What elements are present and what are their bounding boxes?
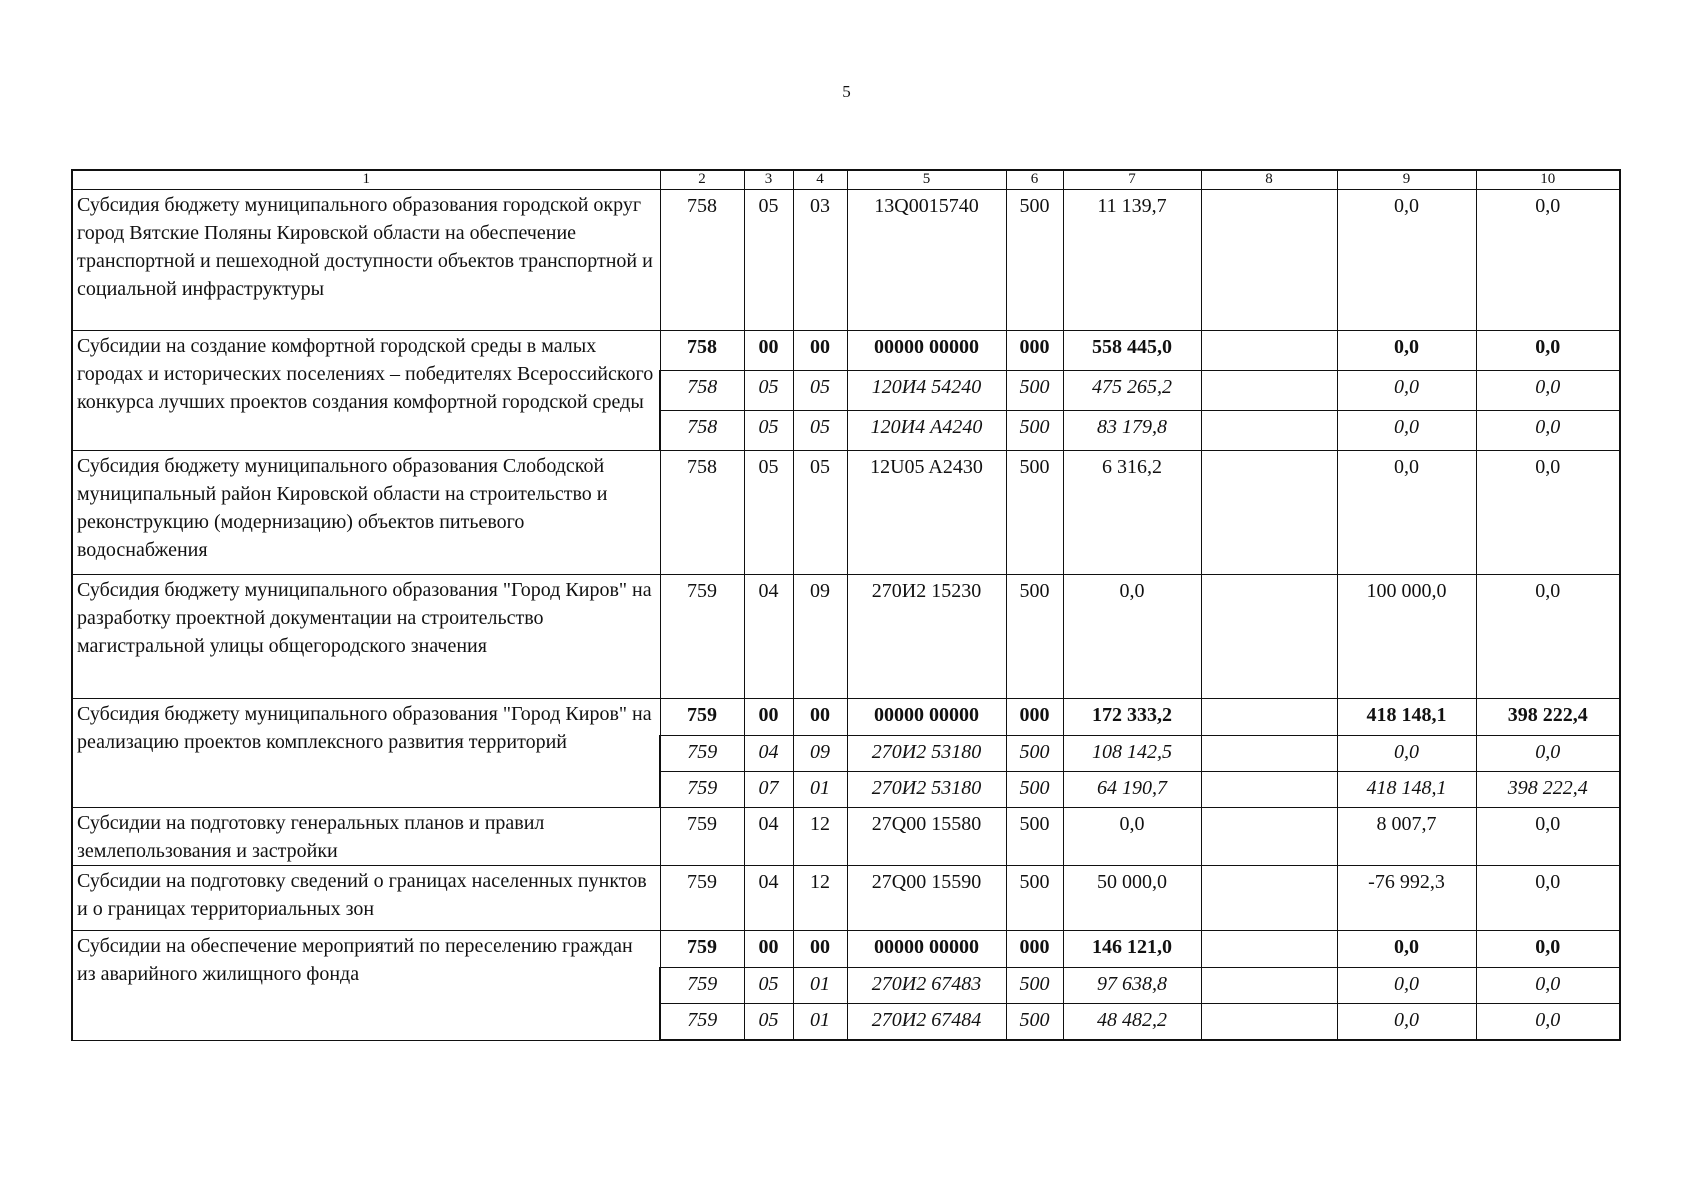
header-cell: 5 [847, 170, 1006, 190]
amount-col10-cell: 0,0 [1476, 411, 1620, 451]
code-ministry-cell: 758 [660, 451, 744, 575]
code-subsection-cell: 00 [793, 331, 847, 371]
amount-col9-cell: 0,0 [1337, 968, 1476, 1004]
header-row [72, 170, 1620, 190]
code-ministry-cell: 759 [660, 699, 744, 736]
table-row [72, 575, 1620, 699]
amount-col10-cell: 0,0 [1476, 866, 1620, 931]
expense-type-cell: 500 [1006, 772, 1063, 808]
code-subsection-cell: 01 [793, 968, 847, 1004]
code-ministry-cell: 759 [660, 575, 744, 699]
expense-name-cell: Субсидия бюджету муниципального образования городской округ город Вятские Поляны Кировской области на обеспечение транспортной и пешеходной доступности объектов транспортной и социальной инфраструктуры [72, 190, 660, 331]
amount-col9-cell: 0,0 [1337, 190, 1476, 331]
code-subsection-cell: 09 [793, 736, 847, 772]
amount-col7-cell: 108 142,5 [1063, 736, 1201, 772]
code-section-cell: 00 [744, 699, 793, 736]
amount-col7-cell: 172 333,2 [1063, 699, 1201, 736]
expense-type-cell: 500 [1006, 1004, 1063, 1041]
code-section-cell: 00 [744, 331, 793, 371]
code-subsection-cell: 01 [793, 1004, 847, 1041]
expense-type-cell: 500 [1006, 968, 1063, 1004]
amount-col7-cell: 97 638,8 [1063, 968, 1201, 1004]
amount-col7-cell: 475 265,2 [1063, 371, 1201, 411]
amount-col7-cell: 146 121,0 [1063, 931, 1201, 968]
amount-col10-cell: 0,0 [1476, 1004, 1620, 1041]
page-number: 5 [842, 82, 851, 101]
code-ministry-cell: 759 [660, 1004, 744, 1041]
amount-col8-cell [1201, 866, 1337, 931]
header-cell: 4 [793, 170, 847, 190]
amount-col9-cell: 100 000,0 [1337, 575, 1476, 699]
code-section-cell: 05 [744, 411, 793, 451]
header-cell: 6 [1006, 170, 1063, 190]
code-section-cell: 04 [744, 575, 793, 699]
expense-type-cell: 500 [1006, 190, 1063, 331]
expense-name-cell: Субсидии на подготовку сведений о границах населенных пунктов и о границах территориальных зон [72, 866, 660, 931]
amount-col9-cell: 0,0 [1337, 931, 1476, 968]
code-ministry-cell: 758 [660, 190, 744, 331]
code-section-cell: 07 [744, 772, 793, 808]
amount-col10-cell: 0,0 [1476, 371, 1620, 411]
expense-type-cell: 500 [1006, 736, 1063, 772]
code-section-cell: 04 [744, 866, 793, 931]
amount-col8-cell [1201, 808, 1337, 866]
target-article-cell: 13Q0015740 [847, 190, 1006, 331]
amount-col8-cell [1201, 931, 1337, 968]
amount-col9-cell: 418 148,1 [1337, 699, 1476, 736]
header-cell: 3 [744, 170, 793, 190]
code-subsection-cell: 09 [793, 575, 847, 699]
code-subsection-cell: 05 [793, 371, 847, 411]
amount-col10-cell: 0,0 [1476, 575, 1620, 699]
amount-col7-cell: 0,0 [1063, 575, 1201, 699]
header-cell: 8 [1201, 170, 1337, 190]
table-row [72, 451, 1620, 575]
amount-col9-cell: 0,0 [1337, 371, 1476, 411]
amount-col9-cell: 418 148,1 [1337, 772, 1476, 808]
target-article-cell: 27Q00 15580 [847, 808, 1006, 866]
table-row [72, 808, 1620, 866]
header-cell: 9 [1337, 170, 1476, 190]
code-section-cell: 05 [744, 1004, 793, 1041]
expense-type-cell: 500 [1006, 371, 1063, 411]
amount-col10-cell: 398 222,4 [1476, 772, 1620, 808]
amount-col10-cell: 0,0 [1476, 331, 1620, 371]
amount-col10-cell: 0,0 [1476, 190, 1620, 331]
amount-col7-cell: 64 190,7 [1063, 772, 1201, 808]
amount-col8-cell [1201, 451, 1337, 575]
amount-col8-cell [1201, 190, 1337, 331]
amount-col7-cell: 50 000,0 [1063, 866, 1201, 931]
header-cell: 2 [660, 170, 744, 190]
amount-col9-cell: 0,0 [1337, 451, 1476, 575]
code-subsection-cell: 12 [793, 866, 847, 931]
target-article-cell: 120И4 А4240 [847, 411, 1006, 451]
code-section-cell: 04 [744, 736, 793, 772]
amount-col8-cell [1201, 411, 1337, 451]
code-ministry-cell: 759 [660, 808, 744, 866]
amount-col9-cell: 8 007,7 [1337, 808, 1476, 866]
amount-col10-cell: 398 222,4 [1476, 699, 1620, 736]
amount-col9-cell: 0,0 [1337, 331, 1476, 371]
target-article-cell: 270И2 67483 [847, 968, 1006, 1004]
amount-col8-cell [1201, 736, 1337, 772]
amount-col8-cell [1201, 699, 1337, 736]
expense-name-cell: Субсидия бюджету муниципального образования "Город Киров" на разработку проектной документации на строительство магистральной улицы общегородского значения [72, 575, 660, 699]
target-article-cell: 270И2 53180 [847, 772, 1006, 808]
code-section-cell: 05 [744, 190, 793, 331]
expense-type-cell: 000 [1006, 699, 1063, 736]
amount-col8-cell [1201, 575, 1337, 699]
expense-type-cell: 500 [1006, 575, 1063, 699]
header-cell: 7 [1063, 170, 1201, 190]
target-article-cell: 12U05 A2430 [847, 451, 1006, 575]
target-article-cell: 270И2 53180 [847, 736, 1006, 772]
expense-type-cell: 500 [1006, 808, 1063, 866]
code-subsection-cell: 00 [793, 931, 847, 968]
expense-type-cell: 500 [1006, 866, 1063, 931]
code-section-cell: 05 [744, 968, 793, 1004]
target-article-cell: 270И2 15230 [847, 575, 1006, 699]
code-ministry-cell: 758 [660, 411, 744, 451]
header-cell: 1 [72, 170, 660, 190]
target-article-cell: 120И4 54240 [847, 371, 1006, 411]
amount-col7-cell: 83 179,8 [1063, 411, 1201, 451]
amount-col9-cell: 0,0 [1337, 411, 1476, 451]
amount-col9-cell: 0,0 [1337, 736, 1476, 772]
expense-name-cell: Субсидия бюджету муниципального образования Слободской муниципальный район Кировской области на строительство и реконструкцию (модернизацию) объектов питьевого водоснабжения [72, 451, 660, 575]
target-article-cell: 00000 00000 [847, 931, 1006, 968]
code-ministry-cell: 758 [660, 331, 744, 371]
code-ministry-cell: 759 [660, 866, 744, 931]
amount-col9-cell: 0,0 [1337, 1004, 1476, 1041]
table-row [72, 699, 1620, 736]
table-row [72, 190, 1620, 331]
code-subsection-cell: 00 [793, 699, 847, 736]
code-subsection-cell: 05 [793, 451, 847, 575]
budget-table [71, 169, 1621, 1041]
amount-col7-cell: 48 482,2 [1063, 1004, 1201, 1041]
expense-type-cell: 500 [1006, 411, 1063, 451]
code-section-cell: 05 [744, 451, 793, 575]
expense-type-cell: 000 [1006, 331, 1063, 371]
amount-col7-cell: 0,0 [1063, 808, 1201, 866]
target-article-cell: 00000 00000 [847, 331, 1006, 371]
code-ministry-cell: 759 [660, 931, 744, 968]
amount-col8-cell [1201, 1004, 1337, 1041]
amount-col10-cell: 0,0 [1476, 451, 1620, 575]
code-subsection-cell: 03 [793, 190, 847, 331]
expense-type-cell: 500 [1006, 451, 1063, 575]
header-cell: 10 [1476, 170, 1620, 190]
expense-name-cell: Субсидия бюджету муниципального образования "Город Киров" на реализацию проектов комплексного развития территорий [72, 699, 660, 808]
code-ministry-cell: 759 [660, 968, 744, 1004]
expense-name-cell: Субсидии на создание комфортной городской среды в малых городах и исторических поселениях – победителях Всероссийского конкурса лучших проектов создания комфортной городской среды [72, 331, 660, 451]
amount-col10-cell: 0,0 [1476, 931, 1620, 968]
code-subsection-cell: 05 [793, 411, 847, 451]
amount-col8-cell [1201, 331, 1337, 371]
amount-col8-cell [1201, 772, 1337, 808]
expense-name-cell: Субсидии на подготовку генеральных планов и правил землепользования и застройки [72, 808, 660, 866]
code-subsection-cell: 01 [793, 772, 847, 808]
amount-col10-cell: 0,0 [1476, 736, 1620, 772]
code-ministry-cell: 758 [660, 371, 744, 411]
target-article-cell: 270И2 67484 [847, 1004, 1006, 1041]
amount-col7-cell: 11 139,7 [1063, 190, 1201, 331]
code-subsection-cell: 12 [793, 808, 847, 866]
expense-name-cell: Субсидии на обеспечение мероприятий по переселению граждан из аварийного жилищного фонда [72, 931, 660, 1041]
code-ministry-cell: 759 [660, 772, 744, 808]
code-ministry-cell: 759 [660, 736, 744, 772]
amount-col8-cell [1201, 968, 1337, 1004]
target-article-cell: 00000 00000 [847, 699, 1006, 736]
amount-col10-cell: 0,0 [1476, 808, 1620, 866]
amount-col7-cell: 6 316,2 [1063, 451, 1201, 575]
table-row [72, 931, 1620, 968]
code-section-cell: 00 [744, 931, 793, 968]
table-row [72, 866, 1620, 931]
amount-col8-cell [1201, 371, 1337, 411]
amount-col9-cell: -76 992,3 [1337, 866, 1476, 931]
code-section-cell: 04 [744, 808, 793, 866]
amount-col10-cell: 0,0 [1476, 968, 1620, 1004]
target-article-cell: 27Q00 15590 [847, 866, 1006, 931]
code-section-cell: 05 [744, 371, 793, 411]
amount-col7-cell: 558 445,0 [1063, 331, 1201, 371]
table-row [72, 331, 1620, 371]
expense-type-cell: 000 [1006, 931, 1063, 968]
